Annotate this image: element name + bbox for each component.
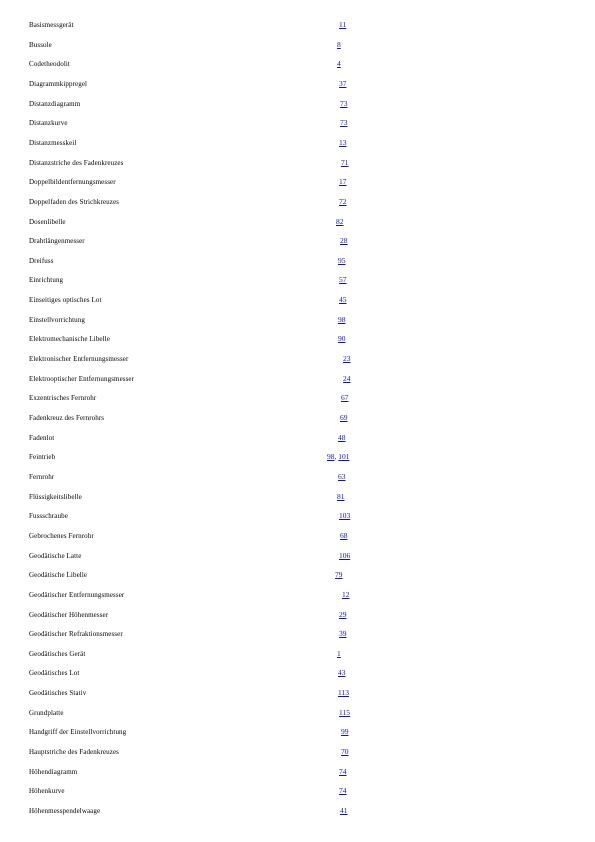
- index-entry: [0, 332, 595, 346]
- index-term: Exzentrisches Fernrohr: [29, 394, 97, 403]
- index-pages: [339, 293, 347, 307]
- index-entry: [0, 77, 595, 91]
- index-pages: [340, 97, 348, 111]
- page-link[interactable]: 98: [327, 452, 335, 462]
- index-pages: [338, 254, 346, 268]
- index-term: Elektromechanische Libelle: [29, 335, 110, 344]
- index-term: Geodätischer Höhenmesser: [29, 610, 109, 619]
- page-link[interactable]: 74: [339, 766, 347, 776]
- index-entry: [0, 784, 595, 798]
- index-term: Basismessgerät: [29, 21, 74, 29]
- page-link[interactable]: 1: [337, 648, 341, 658]
- index-pages: [340, 234, 348, 248]
- index-pages: [338, 470, 346, 484]
- page-link[interactable]: 67: [341, 393, 349, 403]
- index-entry: [0, 391, 595, 405]
- index-entry: [0, 706, 595, 720]
- index-pages: [341, 725, 349, 739]
- index-pages: [337, 647, 341, 661]
- index-term: Elektrooptischer Entfernungsmesser: [29, 374, 135, 383]
- index-entry: [0, 175, 595, 189]
- page-link[interactable]: 70: [341, 747, 349, 757]
- page-link[interactable]: 73: [340, 98, 348, 108]
- index-term: Gebrochenes Fernrohr: [29, 531, 94, 540]
- index-term: Dreifuss: [29, 256, 54, 265]
- index-entry: [0, 372, 595, 386]
- index-entry: [0, 234, 595, 248]
- page-link[interactable]: 41: [340, 806, 348, 815]
- index-term: Distanzdiagramm: [29, 99, 81, 108]
- page-link[interactable]: 17: [339, 177, 347, 187]
- index-entry: [0, 293, 595, 307]
- index-entry: [0, 745, 595, 759]
- index-pages: [338, 666, 346, 680]
- page-link[interactable]: 95: [338, 255, 346, 265]
- page-link[interactable]: 37: [339, 78, 347, 88]
- index-entry: [0, 549, 595, 563]
- index-pages: [340, 116, 348, 130]
- index-term: Elektronischer Entfernungsmesser: [29, 355, 129, 364]
- index-pages: [339, 18, 346, 32]
- page-link[interactable]: 12: [342, 589, 350, 599]
- index-entry: [0, 38, 595, 52]
- index-entry: [0, 450, 595, 464]
- index-pages: [338, 332, 346, 346]
- index-term: Geodätischer Entfernungsmesser: [29, 590, 125, 599]
- index-pages: [340, 411, 348, 425]
- index-pages: [339, 195, 347, 209]
- index-term: Fernrohr: [29, 472, 55, 481]
- index-pages: [327, 450, 350, 464]
- index-entry: [0, 647, 595, 661]
- page-link[interactable]: 113: [338, 688, 349, 698]
- index-term: Geodätische Latte: [29, 551, 82, 560]
- index-pages: [338, 431, 346, 445]
- index-pages: [339, 136, 347, 150]
- index-entry: [0, 666, 595, 680]
- index-pages: [335, 568, 343, 582]
- index-term: Grundplatte: [29, 708, 64, 717]
- index-pages: [339, 509, 350, 523]
- page-link[interactable]: 39: [339, 629, 347, 639]
- index-term: Höhendiagramm: [29, 767, 78, 776]
- index-entry: [0, 57, 595, 71]
- page-separator: ,: [334, 452, 339, 462]
- page-link[interactable]: 28: [340, 236, 348, 246]
- page-link[interactable]: 82: [336, 216, 344, 226]
- index-entry: [0, 313, 595, 327]
- index-pages: [342, 588, 350, 602]
- index-entry: [0, 116, 595, 130]
- index-term: Geodätisches Lot: [29, 669, 80, 678]
- index-term: Einseitiges optisches Lot: [29, 296, 102, 305]
- index-pages: [341, 156, 349, 170]
- index-entry: [0, 608, 595, 622]
- index-pages: [341, 391, 349, 405]
- index-term: Distanzstriche des Fadenkreuzes: [29, 158, 124, 167]
- index-entry: [0, 254, 595, 268]
- index-pages: [339, 273, 347, 287]
- index-entry: [0, 136, 595, 150]
- index-term: Geodätisches Stativ: [29, 689, 87, 698]
- index-entry: [0, 490, 595, 504]
- index-pages: [339, 627, 347, 641]
- page-link[interactable]: 23: [343, 354, 351, 364]
- page-link[interactable]: 115: [339, 707, 350, 717]
- index-term: Fadenlot: [29, 433, 55, 442]
- index-entry: [0, 411, 595, 425]
- index-term: Fadenkreuz des Fernrohrs: [29, 414, 105, 422]
- page-link[interactable]: 8: [337, 39, 341, 49]
- index-term: Drahtlängenmesser: [29, 237, 85, 246]
- index-pages: [337, 490, 345, 504]
- page-link[interactable]: 4: [337, 59, 341, 69]
- index-pages: [339, 784, 347, 798]
- page-link[interactable]: 68: [340, 530, 348, 540]
- index-pages: [343, 372, 351, 386]
- page-link[interactable]: 99: [341, 727, 349, 737]
- index-pages: [338, 313, 346, 327]
- index-entry: [0, 568, 595, 582]
- index-term: Einrichtung: [29, 276, 64, 285]
- index-pages: [341, 745, 349, 759]
- index-entry: [0, 215, 595, 229]
- index-term: Bussole: [29, 40, 52, 49]
- page-link[interactable]: 11: [339, 20, 347, 29]
- index-term: Einstellvorrichtung: [29, 315, 85, 324]
- page-link[interactable]: 106: [339, 550, 351, 560]
- page-link[interactable]: 69: [340, 413, 348, 422]
- index-entry: [0, 431, 595, 445]
- index-entry: [0, 588, 595, 602]
- index-term: Fussschraube: [29, 512, 68, 521]
- index-term: Distanzkurve: [29, 119, 68, 128]
- index-entry: [0, 156, 595, 170]
- page-link[interactable]: 45: [339, 295, 347, 305]
- index-pages: [337, 38, 341, 52]
- index-pages: [339, 77, 347, 91]
- index-entry: [0, 765, 595, 779]
- index-term: Geodätische Libelle: [29, 571, 88, 580]
- index-entry: [0, 470, 595, 484]
- page-link[interactable]: 90: [338, 334, 346, 344]
- page-link[interactable]: 71: [341, 157, 349, 167]
- index-term: Dosenlibelle: [29, 217, 66, 226]
- index-pages: [339, 549, 350, 563]
- index-term: Feintrieb: [29, 453, 56, 462]
- index-term: Höhenkurve: [29, 787, 65, 796]
- index-term: Höhenmesspendelwaage: [29, 807, 101, 815]
- index-pages: [343, 352, 351, 366]
- index-entry: [0, 804, 595, 818]
- index-term: Handgriff der Einstellvorrichtung: [29, 728, 127, 737]
- index-pages: [340, 529, 348, 543]
- index-entry: [0, 725, 595, 739]
- index-entry: [0, 509, 595, 523]
- index-entry: [0, 529, 595, 543]
- index-pages: [340, 804, 348, 818]
- index-entry: [0, 352, 595, 366]
- page-link[interactable]: 103: [339, 511, 351, 521]
- page-link[interactable]: 98: [338, 314, 346, 324]
- index-entry: [0, 627, 595, 641]
- index-entry: [0, 195, 595, 209]
- index-pages: [339, 765, 347, 779]
- index-pages: [339, 706, 350, 720]
- index-term: Distanzmesskeil: [29, 138, 77, 147]
- page-link[interactable]: 73: [340, 118, 348, 128]
- page-link[interactable]: 74: [339, 786, 347, 796]
- index-term: Diagrammkippregel: [29, 79, 88, 88]
- index-term: Codetheodolit: [29, 60, 70, 69]
- page-link[interactable]: 43: [338, 668, 346, 678]
- page-link[interactable]: 48: [338, 432, 346, 442]
- page-link[interactable]: 29: [339, 609, 347, 619]
- index-term: Doppelfaden des Strichkreuzes: [29, 197, 119, 206]
- index-entry: [0, 18, 595, 32]
- index-term: Geodätisches Gerät: [29, 649, 86, 658]
- index-term: Geodätischer Refraktionsmesser: [29, 630, 123, 639]
- page-link[interactable]: 72: [339, 196, 347, 206]
- index-pages: [339, 608, 347, 622]
- index-term: Flüssigkeitslibelle: [29, 492, 82, 501]
- page-link[interactable]: 63: [338, 471, 346, 481]
- index-pages: [337, 57, 341, 71]
- index-entry: [0, 273, 595, 287]
- page-link[interactable]: 13: [339, 137, 347, 147]
- page-link[interactable]: 81: [337, 491, 345, 501]
- index-term: Hauptstriche des Fadenkreuzes: [29, 748, 119, 757]
- page-link[interactable]: 24: [343, 373, 351, 383]
- index-entry: [0, 686, 595, 700]
- index-pages: [338, 686, 349, 700]
- index-entry: [0, 97, 595, 111]
- index-pages: [336, 215, 344, 229]
- index-term: Doppelbildentfernungsmesser: [29, 178, 116, 187]
- page-link[interactable]: 101: [338, 452, 350, 462]
- page-link[interactable]: 57: [339, 275, 347, 285]
- page-link[interactable]: 79: [335, 570, 343, 580]
- index-pages: [339, 175, 347, 189]
